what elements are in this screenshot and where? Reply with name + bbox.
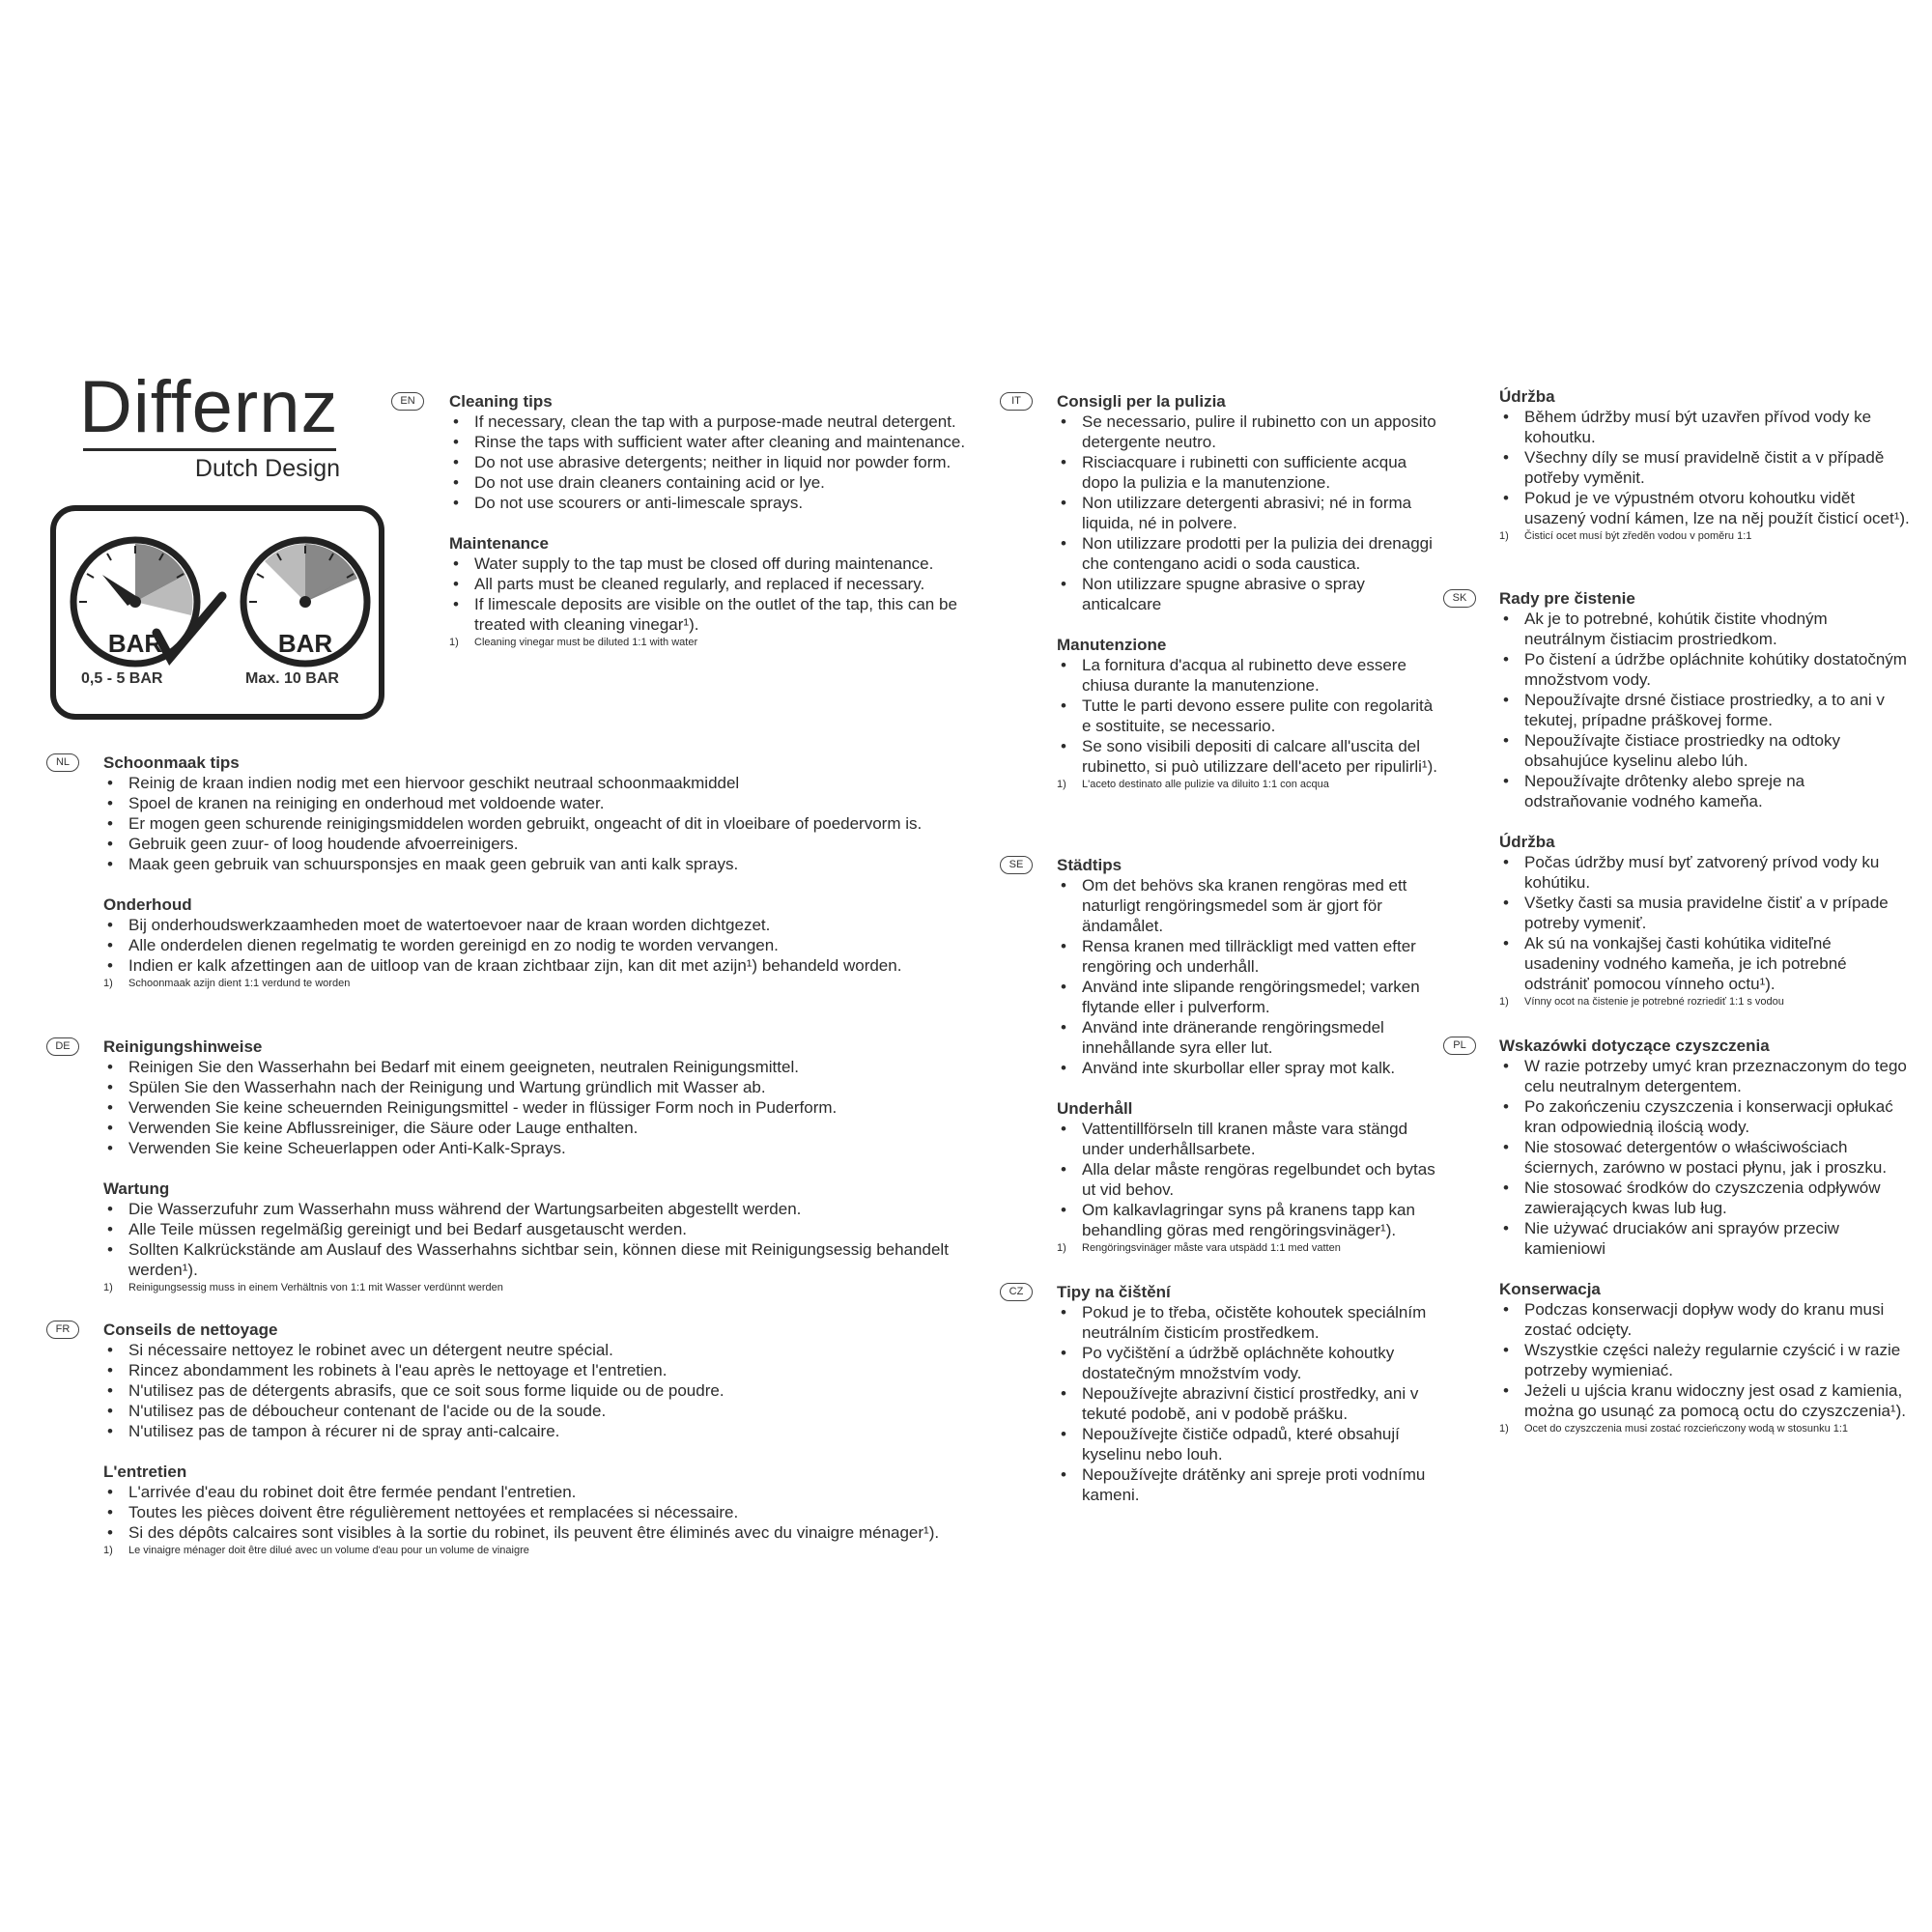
list-item: • Reinig de kraan indien nodig met een hiervoor geschikt neutraal schoonmaakmiddel	[103, 773, 963, 793]
heading-reinigungshinweise: Reinigungshinweise	[103, 1037, 263, 1056]
list-item: • Om det behövs ska kranen rengöras med ett naturligt rengöringsmedel som är gjort för ändamålet.	[1057, 875, 1443, 936]
list-stadtips	[1057, 875, 1443, 1078]
heading-udrzba-cz: Údržba	[1499, 387, 1555, 406]
list-conseils-de-nettoyage	[103, 1340, 963, 1441]
gauge-icons	[66, 528, 373, 683]
heading-wartung: Wartung	[103, 1179, 170, 1198]
footnote	[1057, 777, 1443, 793]
footnote	[103, 976, 963, 992]
footnote-text: Vínny ocot na čistenie je potrebné rozriediť 1:1 s vodou	[1524, 996, 1784, 1008]
list-item: • Nepoužívejte čističe odpadů, které obsahují kyselinu nebo louh.	[1057, 1424, 1443, 1464]
heading-underhall: Underhåll	[1057, 1099, 1133, 1118]
list-item: • Verwenden Sie keine Scheuerlappen oder Anti-Kalk-Sprays.	[103, 1138, 963, 1158]
list-item: • Non utilizzare spugne abrasive o spray anticalcare	[1057, 574, 1443, 614]
lang-tag-sk: SK	[1443, 589, 1476, 608]
section-pl	[1499, 1036, 1910, 1437]
section-sk	[1499, 588, 1910, 1010]
lang-tag-fr: FR	[46, 1321, 79, 1339]
list-item: • Non utilizzare prodotti per la pulizia dei drenaggi che contengano acidi o soda caustica.	[1057, 533, 1443, 574]
footnote-number: 1)	[449, 637, 459, 648]
list-item: • Nepoužívajte drôtenky alebo spreje na odstraňovanie vodného kameňa.	[1499, 771, 1910, 811]
list-item: • Bij onderhoudswerkzaamheden moet de watertoevoer naar de kraan worden dichtgezet.	[103, 915, 963, 935]
section-cz-maintenance	[1499, 386, 1910, 545]
logo-underline	[83, 448, 336, 451]
list-item: • Die Wasserzufuhr zum Wasserhahn muss während der Wartungsarbeiten abgestellt werden.	[103, 1199, 963, 1219]
lang-tag-se: SE	[1000, 856, 1033, 874]
max-pressure-label: Max. 10 BAR	[245, 670, 339, 687]
footnote-text: Rengöringsvinäger måste vara utspädd 1:1 med vatten	[1082, 1242, 1341, 1254]
list-item: • Vattentillförseln till kranen måste vara stängd under underhållsarbete.	[1057, 1119, 1443, 1159]
list-consigli-per-la-pulizia	[1057, 412, 1443, 614]
left-dial-text: BAR	[107, 629, 163, 658]
list-item: • Do not use scourers or anti-limescale sprays.	[449, 493, 966, 513]
heading-conseils-de-nettoyage: Conseils de nettoyage	[103, 1321, 278, 1339]
footnote-text: Schoonmaak azijn dient 1:1 verdund te worden	[128, 978, 351, 989]
heading-tipy-na-cisteni: Tipy na čištění	[1057, 1283, 1171, 1301]
list-wskazowki	[1499, 1056, 1910, 1259]
heading-wskazowki: Wskazówki dotyczące czyszczenia	[1499, 1037, 1770, 1055]
list-item: • Tutte le parti devono essere pulite con regolarità e sostituite, se necessario.	[1057, 696, 1443, 736]
heading-rady-pre-cistenie: Rady pre čistenie	[1499, 589, 1635, 608]
footnote-text: Ocet do czyszczenia musi zostać rozcieńczony wodą w stosunku 1:1	[1524, 1423, 1849, 1435]
list-onderhoud	[103, 915, 963, 976]
list-maintenance	[449, 554, 966, 635]
right-dial-text: BAR	[277, 629, 333, 658]
heading-konserwacja: Konserwacja	[1499, 1280, 1601, 1298]
footnote-number: 1)	[1499, 1423, 1509, 1435]
list-item: • Risciacquare i rubinetti con sufficiente acqua dopo la pulizia e la manutenzione.	[1057, 452, 1443, 493]
list-item: • Spoel de kranen na reiniging en onderhoud met voldoende water.	[103, 793, 963, 813]
list-konserwacja	[1499, 1299, 1910, 1421]
list-item: • Nepoužívajte čistiace prostriedky na odtoky obsahujúce kyselinu alebo lúh.	[1499, 730, 1910, 771]
heading-maintenance: Maintenance	[449, 534, 549, 553]
list-item: • Si nécessaire nettoyez le robinet avec un détergent neutre spécial.	[103, 1340, 963, 1360]
list-item: • Rincez abondamment les robinets à l'eau après le nettoyage et l'entretien.	[103, 1360, 963, 1380]
brand-name: Differnz	[79, 366, 339, 448]
list-item: • Använd inte skurbollar eller spray mot kalk.	[1057, 1058, 1443, 1078]
footnote-text: Čisticí ocet musí být zředěn vodou v poměru 1:1	[1524, 530, 1752, 542]
list-manutenzione	[1057, 655, 1443, 777]
footnote-text: Le vinaigre ménager doit être dilué avec un volume d'eau pour un volume de vinaigre	[128, 1545, 529, 1556]
list-tipy-na-cisteni	[1057, 1302, 1443, 1505]
list-item: • Om kalkavlagringar syns på kranens tapp kan behandling göras med rengöringsvinäger¹).	[1057, 1200, 1443, 1240]
footnote-number: 1)	[103, 1282, 113, 1293]
list-item: • Toutes les pièces doivent être régulièrement nettoyées et remplacées si nécessaire.	[103, 1502, 963, 1522]
footnote-text: Reinigungsessig muss in einem Verhältnis von 1:1 mit Wasser verdünnt werden	[128, 1282, 503, 1293]
heading-consigli-per-la-pulizia: Consigli per la pulizia	[1057, 392, 1226, 411]
list-item: • Se necessario, pulire il rubinetto con un apposito detergente neutro.	[1057, 412, 1443, 452]
list-item: • Maak geen gebruik van schuursponsjes en maak geen gebruik van anti kalk sprays.	[103, 854, 963, 874]
heading-cleaning-tips: Cleaning tips	[449, 392, 553, 411]
list-item: • N'utilisez pas de déboucheur contenant de l'acide ou de la soude.	[103, 1401, 963, 1421]
lang-tag-nl: NL	[46, 753, 79, 772]
list-item: • Indien er kalk afzettingen aan de uitloop van de kraan zichtbaar zijn, kan dit met azijn¹) behandeld worden.	[103, 955, 963, 976]
list-item: • Rensa kranen med tillräckligt med vatten efter rengöring och underhåll.	[1057, 936, 1443, 977]
footnote-text: L'aceto destinato alle pulizie va diluito 1:1 con acqua	[1082, 779, 1329, 790]
section-cz	[1057, 1282, 1443, 1505]
heading-udrzba-sk: Údržba	[1499, 833, 1555, 851]
footnote-number: 1)	[103, 1545, 113, 1556]
list-item: • Ak je to potrebné, kohútik čistite vhodným neutrálnym čistiacim prostriedkom.	[1499, 609, 1910, 649]
section-fr	[103, 1320, 963, 1559]
heading-schoonmaak-tips: Schoonmaak tips	[103, 753, 240, 772]
list-cleaning-tips	[449, 412, 966, 513]
footnote	[449, 635, 966, 651]
list-l-entretien	[103, 1482, 963, 1543]
list-item: • Do not use abrasive detergents; neither in liquid nor powder form.	[449, 452, 966, 472]
list-item: • W razie potrzeby umyć kran przeznaczonym do tego celu neutralnym detergentem.	[1499, 1056, 1910, 1096]
list-item: • Nie stosować środków do czyszczenia odpływów zawierających kwas lub ług.	[1499, 1178, 1910, 1218]
list-item: • Verwenden Sie keine scheuernden Reinigungsmittel - weder in flüssiger Form noch in Puderform.	[103, 1097, 963, 1118]
footnote	[1499, 994, 1910, 1010]
footnote-number: 1)	[1499, 996, 1509, 1008]
list-item: • Do not use drain cleaners containing acid or lye.	[449, 472, 966, 493]
list-item: • Nepoužívejte drátěnky ani spreje proti vodnímu kameni.	[1057, 1464, 1443, 1505]
footnote	[1499, 1421, 1910, 1437]
list-reinigungshinweise	[103, 1057, 963, 1158]
list-item: • Všetky časti sa musia pravidelne čistiť a v prípade potreby vymeniť.	[1499, 893, 1910, 933]
list-item: • Spülen Sie den Wasserhahn nach der Reinigung und Wartung gründlich mit Wasser ab.	[103, 1077, 963, 1097]
footnote-number: 1)	[103, 978, 113, 989]
min-pressure-label: 0,5 - 5 BAR	[81, 670, 163, 687]
list-item: • La fornitura d'acqua al rubinetto deve essere chiusa durante la manutenzione.	[1057, 655, 1443, 696]
list-item: • Använd inte dränerande rengöringsmedel innehållande syra eller lut.	[1057, 1017, 1443, 1058]
list-udrzba-sk	[1499, 852, 1910, 994]
list-item: • Nepoužívejte abrazivní čisticí prostředky, ani v tekuté podobě, ani v podobě prášku.	[1057, 1383, 1443, 1424]
brand-logo	[79, 366, 369, 483]
list-item: • Använd inte slipande rengöringsmedel; varken flytande eller i pulverform.	[1057, 977, 1443, 1017]
list-item: • L'arrivée d'eau du robinet doit être fermée pendant l'entretien.	[103, 1482, 963, 1502]
list-item: • Si des dépôts calcaires sont visibles à la sortie du robinet, ils peuvent être éliminés avec du vinaigre ménager¹).	[103, 1522, 963, 1543]
list-item: • Nie używać druciaków ani sprayów przeciw kamieniowi	[1499, 1218, 1910, 1259]
list-item: • Podczas konserwacji dopływ wody do kranu musi zostać odcięty.	[1499, 1299, 1910, 1340]
list-item: • Gebruik geen zuur- of loog houdende afvoerreinigers.	[103, 834, 963, 854]
list-item: • Alle onderdelen dienen regelmatig te worden gereinigd en zo nodig te worden vervangen.	[103, 935, 963, 955]
list-item: • Verwenden Sie keine Abflussreiniger, die Säure oder Lauge enthalten.	[103, 1118, 963, 1138]
list-item: • Všechny díly se musí pravidelně čistit a v případě potřeby vyměnit.	[1499, 447, 1910, 488]
list-item: • All parts must be cleaned regularly, and replaced if necessary.	[449, 574, 966, 594]
heading-onderhoud: Onderhoud	[103, 895, 192, 914]
list-item: • Water supply to the tap must be closed off during maintenance.	[449, 554, 966, 574]
list-item: • Sollten Kalkrückstände am Auslauf des Wasserhahns sichtbar sein, können diese mit Reinigungsessig behandelt werden¹).	[103, 1239, 963, 1280]
section-nl	[103, 753, 963, 992]
heading-manutenzione: Manutenzione	[1057, 636, 1167, 654]
brand-tagline: Dutch Design	[194, 455, 340, 482]
list-item: • Po zakończeniu czyszczenia i konserwacji opłukać kran odpowiednią ilością wody.	[1499, 1096, 1910, 1137]
list-item: • Po vyčištění a údržbě opláchněte kohoutky dostatečným množstvím vody.	[1057, 1343, 1443, 1383]
list-item: • Během údržby musí být uzavřen přívod vody ke kohoutku.	[1499, 407, 1910, 447]
section-en	[449, 391, 966, 651]
list-item: • N'utilisez pas de détergents abrasifs, que ce soit sous forme liquide ou de poudre.	[103, 1380, 963, 1401]
lang-tag-en: EN	[391, 392, 424, 411]
list-item: • Non utilizzare detergenti abrasivi; né in forma liquida, né in polvere.	[1057, 493, 1443, 533]
footnote	[103, 1543, 963, 1559]
section-de	[103, 1037, 963, 1296]
lang-tag-it: IT	[1000, 392, 1033, 411]
list-item: • Er mogen geen schurende reinigingsmiddelen worden gebruikt, ongeacht of dit in vloeibare of poedervorm is.	[103, 813, 963, 834]
list-item: • Alla delar måste rengöras regelbundet och bytas ut vid behov.	[1057, 1159, 1443, 1200]
list-item: • Alle Teile müssen regelmäßig gereinigt und bei Bedarf ausgetauscht werden.	[103, 1219, 963, 1239]
list-item: • Počas údržby musí byť zatvorený prívod vody ku kohútiku.	[1499, 852, 1910, 893]
list-item: • Se sono visibili depositi di calcare all'uscita del rubinetto, si può utilizzare dell'aceto per ripulirli¹).	[1057, 736, 1443, 777]
list-item: • Pokud je to třeba, očistěte kohoutek speciálním neutrálním čisticím prostředkem.	[1057, 1302, 1443, 1343]
lang-tag-pl: PL	[1443, 1037, 1476, 1055]
heading-l-entretien: L'entretien	[103, 1463, 187, 1481]
footnote-number: 1)	[1499, 530, 1509, 542]
list-item: • If necessary, clean the tap with a purpose-made neutral detergent.	[449, 412, 966, 432]
list-item: • Nepoužívajte drsné čistiace prostriedky, a to ani v tekutej, prípadne práškovej forme.	[1499, 690, 1910, 730]
footnote	[103, 1280, 963, 1296]
list-item: • Jeżeli u ujścia kranu widoczny jest osad z kamienia, można go usunąć za pomocą octu do czyszczenia¹).	[1499, 1380, 1910, 1421]
list-item: • Wszystkie części należy regularnie czyścić i w razie potrzeby wymieniać.	[1499, 1340, 1910, 1380]
lang-tag-de: DE	[46, 1037, 79, 1056]
list-item: • Nie stosować detergentów o właściwościach ściernych, zarówno w postaci płynu, jak i proszku.	[1499, 1137, 1910, 1178]
list-underhall	[1057, 1119, 1443, 1240]
lang-tag-cz: CZ	[1000, 1283, 1033, 1301]
list-item: • Pokud je ve výpustném otvoru kohoutku vidět usazený vodní kámen, lze na něj použít čisticí ocet¹).	[1499, 488, 1910, 528]
list-schoonmaak-tips	[103, 773, 963, 874]
heading-stadtips: Städtips	[1057, 856, 1122, 874]
list-item: • Ak sú na vonkajšej časti kohútika viditeľné usadeniny vodného kameňa, je ich potrebné odstrániť pomocou vínneho octu¹).	[1499, 933, 1910, 994]
list-item: • Rinse the taps with sufficient water after cleaning and maintenance.	[449, 432, 966, 452]
list-item: • N'utilisez pas de tampon à récurer ni de spray anti-calcaire.	[103, 1421, 963, 1441]
list-item: • If limescale deposits are visible on the outlet of the tap, this can be treated with cleaning vinegar¹).	[449, 594, 966, 635]
footnote-number: 1)	[1057, 779, 1066, 790]
footnote-text: Cleaning vinegar must be diluted 1:1 with water	[474, 637, 698, 648]
footnote	[1499, 528, 1910, 545]
list-item: • Po čistení a údržbe opláchnite kohútiky dostatočným množstvom vody.	[1499, 649, 1910, 690]
list-udrzba-cz	[1499, 407, 1910, 528]
list-item: • Reinigen Sie den Wasserhahn bei Bedarf mit einem geeigneten, neutralen Reinigungsmittel.	[103, 1057, 963, 1077]
section-se	[1057, 855, 1443, 1257]
list-rady-pre-cistenie	[1499, 609, 1910, 811]
footnote-number: 1)	[1057, 1242, 1066, 1254]
pressure-gauge-pictogram	[50, 505, 384, 720]
footnote	[1057, 1240, 1443, 1257]
list-wartung	[103, 1199, 963, 1280]
section-it	[1057, 391, 1443, 793]
